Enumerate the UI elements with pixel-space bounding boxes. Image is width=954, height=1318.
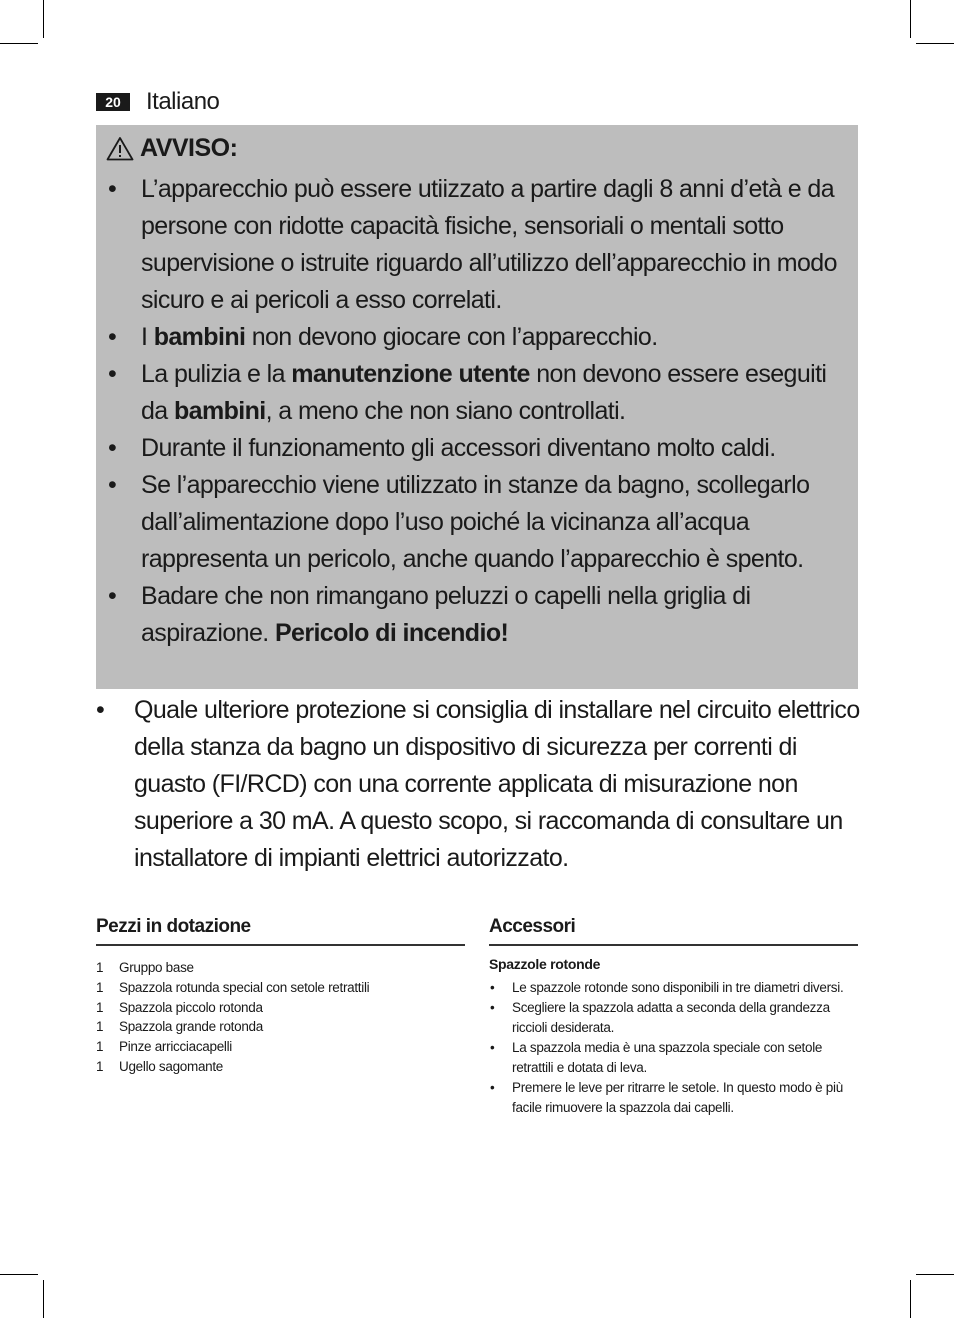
warning-item-text: Se l’apparecchio viene utilizzato in stanze da bagno, scollegarlo dall’alimentazione dopo l’uso poiché la vicinanza all’acqua rappresenta un pericolo, anche quando l’apparecchio è spento. [141,471,810,573]
warning-list [106,171,840,652]
supplied-item-qty: 1 [96,1058,104,1074]
warning-item-text: non devono giocare con l’apparecchio. [245,323,658,351]
accessories-item: • Scegliere la spazzola adatta a seconda della grandezza riccioli desiderata. [489,998,858,1038]
crop-mark [910,0,911,38]
supplied-item-name: Spazzola grande rotonda [119,1019,263,1035]
warning-item [106,171,840,319]
page-number: 20 [96,93,130,111]
warning-item-text: Durante il funzionamento gli accessori diventano molto caldi. [141,434,776,462]
supplied-item-name: Pinze arricciacapelli [119,1039,232,1055]
supplied-item-name: Spazzola piccolo rotonda [119,999,263,1015]
supplied-item-qty: 1 [96,999,104,1015]
accessories-title: Accessori [489,916,858,946]
supplied-list [96,958,465,1077]
supplied-item-name: Gruppo base [119,960,194,975]
supplied-item-name: Spazzola rotunda special con setole retrattili [119,979,370,995]
supplied-item-qty: 1 [96,1019,104,1035]
supplied-item-qty: 1 [96,960,104,975]
crop-mark [43,0,44,38]
crop-mark [916,1274,954,1275]
supplied-item [96,1057,465,1077]
warning-item-text: L’apparecchio può essere utiizzato a partire dagli 8 anni d’età e da persone con ridotte capacità fisiche, sensoriali o mentali sotto supervisione o istruite riguardo all’utilizzo dell’apparecchio in modo sicuro e ai pericoli a esso correlati. [141,175,837,314]
accessories-item: • Premere le leve per ritrarre le setole. In questo modo è più facile rimuovere la spazzola dai capelli. [489,1078,858,1118]
warning-heading-text: AVVISO: [140,133,238,162]
supplied-item-name: Ugello sagomante [119,1058,224,1074]
warning-heading [106,133,840,163]
supplied-item-qty: 1 [96,979,104,995]
warning-item-text: I [141,323,154,351]
warning-item-emphasis: bambini [173,397,266,425]
supplied-section [96,916,465,1077]
warning-item [106,356,840,430]
warning-item-text: La pulizia e la [141,360,292,388]
crop-mark [916,43,954,44]
extra-notice-item: • Quale ulteriore protezione si consiglia di installare nel circuito elettrico della stanza da bagno un dispositivo di sicurezza per correnti di guasto (FI/RCD) con una corrente applicata di misurazione non superiore a 30 mA. A questo scopo, si raccomanda di consultare un installatore di impianti elettrici autorizzato. [96,692,860,877]
accessories-item: • La spazzola media è una spazzola speciale con setole retrattili e dotata di leva. [489,1038,858,1078]
supplied-item [96,958,465,978]
supplied-item [96,1017,465,1037]
warning-item-text: non devono essere eseguiti da [141,360,827,425]
crop-mark [0,43,38,44]
accessories-item: • Le spazzole rotonde sono disponibili in tre diametri diversi. [489,978,858,998]
warning-item-emphasis: Pericolo di incendio! [274,619,509,647]
crop-mark [0,1274,38,1275]
warning-item-emphasis: manutenzione utente [291,360,530,388]
crop-mark [43,1280,44,1318]
warning-item [106,578,840,652]
warning-item-text: , a meno che non siano controllati. [265,397,626,425]
page-header [96,86,219,118]
accessories-list [489,978,858,1118]
accessories-subtitle: Spazzole rotonde [489,956,601,972]
warning-item-text: Badare che non rimangano peluzzi o capelli nella griglia di aspirazione. [141,582,751,647]
supplied-item [96,998,465,1018]
accessories-section [489,916,858,1118]
supplied-item-qty: 1 [96,1039,104,1055]
warning-item-emphasis: bambini [153,323,246,351]
warning-item [106,467,840,578]
warning-triangle-icon [106,136,134,161]
language-title: Italiano [146,88,220,115]
supplied-item [96,1037,465,1057]
supplied-title: Pezzi in dotazione [96,916,465,946]
crop-mark [910,1280,911,1318]
warning-item [106,430,840,467]
warning-item [106,319,840,356]
warning-box [96,125,858,689]
extra-notice-list [96,692,860,877]
supplied-item [96,978,465,998]
